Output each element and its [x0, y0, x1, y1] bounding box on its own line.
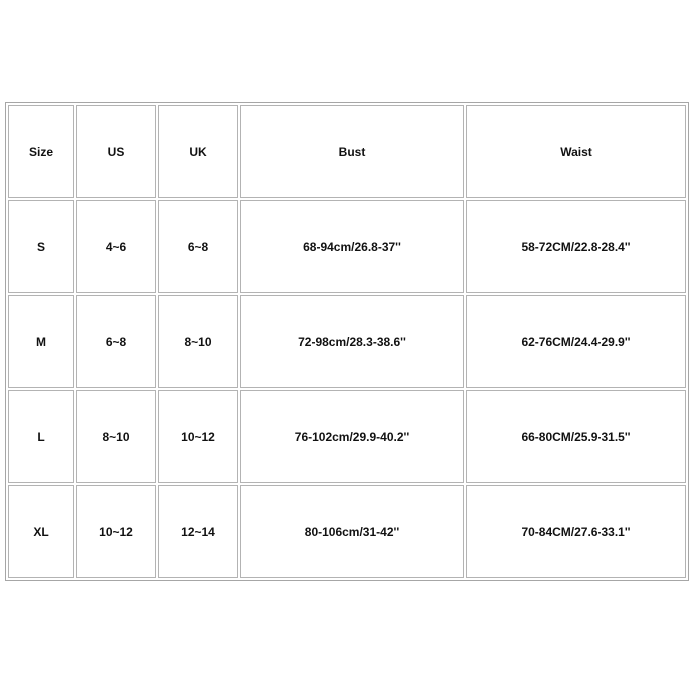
- header-size: Size: [8, 105, 74, 198]
- cell-size: L: [8, 390, 74, 483]
- size-chart-table: [5, 102, 689, 581]
- cell-us: 10~12: [76, 485, 156, 578]
- cell-waist: 70-84CM/27.6-33.1'': [466, 485, 686, 578]
- cell-bust: 68-94cm/26.8-37'': [240, 200, 464, 293]
- cell-us: 6~8: [76, 295, 156, 388]
- cell-uk: 10~12: [158, 390, 238, 483]
- cell-us: 4~6: [76, 200, 156, 293]
- cell-waist: 58-72CM/22.8-28.4'': [466, 200, 686, 293]
- cell-bust: 72-98cm/28.3-38.6'': [240, 295, 464, 388]
- cell-size: S: [8, 200, 74, 293]
- cell-uk: 12~14: [158, 485, 238, 578]
- header-waist: Waist: [466, 105, 686, 198]
- cell-uk: 8~10: [158, 295, 238, 388]
- header-bust: Bust: [240, 105, 464, 198]
- header-uk: UK: [158, 105, 238, 198]
- header-us: US: [76, 105, 156, 198]
- cell-waist: 62-76CM/24.4-29.9'': [466, 295, 686, 388]
- cell-us: 8~10: [76, 390, 156, 483]
- cell-size: XL: [8, 485, 74, 578]
- cell-waist: 66-80CM/25.9-31.5'': [466, 390, 686, 483]
- cell-bust: 76-102cm/29.9-40.2'': [240, 390, 464, 483]
- cell-uk: 6~8: [158, 200, 238, 293]
- table-row: [8, 485, 686, 578]
- header-row: [8, 105, 686, 198]
- table-row: [8, 295, 686, 388]
- table-row: [8, 200, 686, 293]
- table-row: [8, 390, 686, 483]
- cell-bust: 80-106cm/31-42'': [240, 485, 464, 578]
- cell-size: M: [8, 295, 74, 388]
